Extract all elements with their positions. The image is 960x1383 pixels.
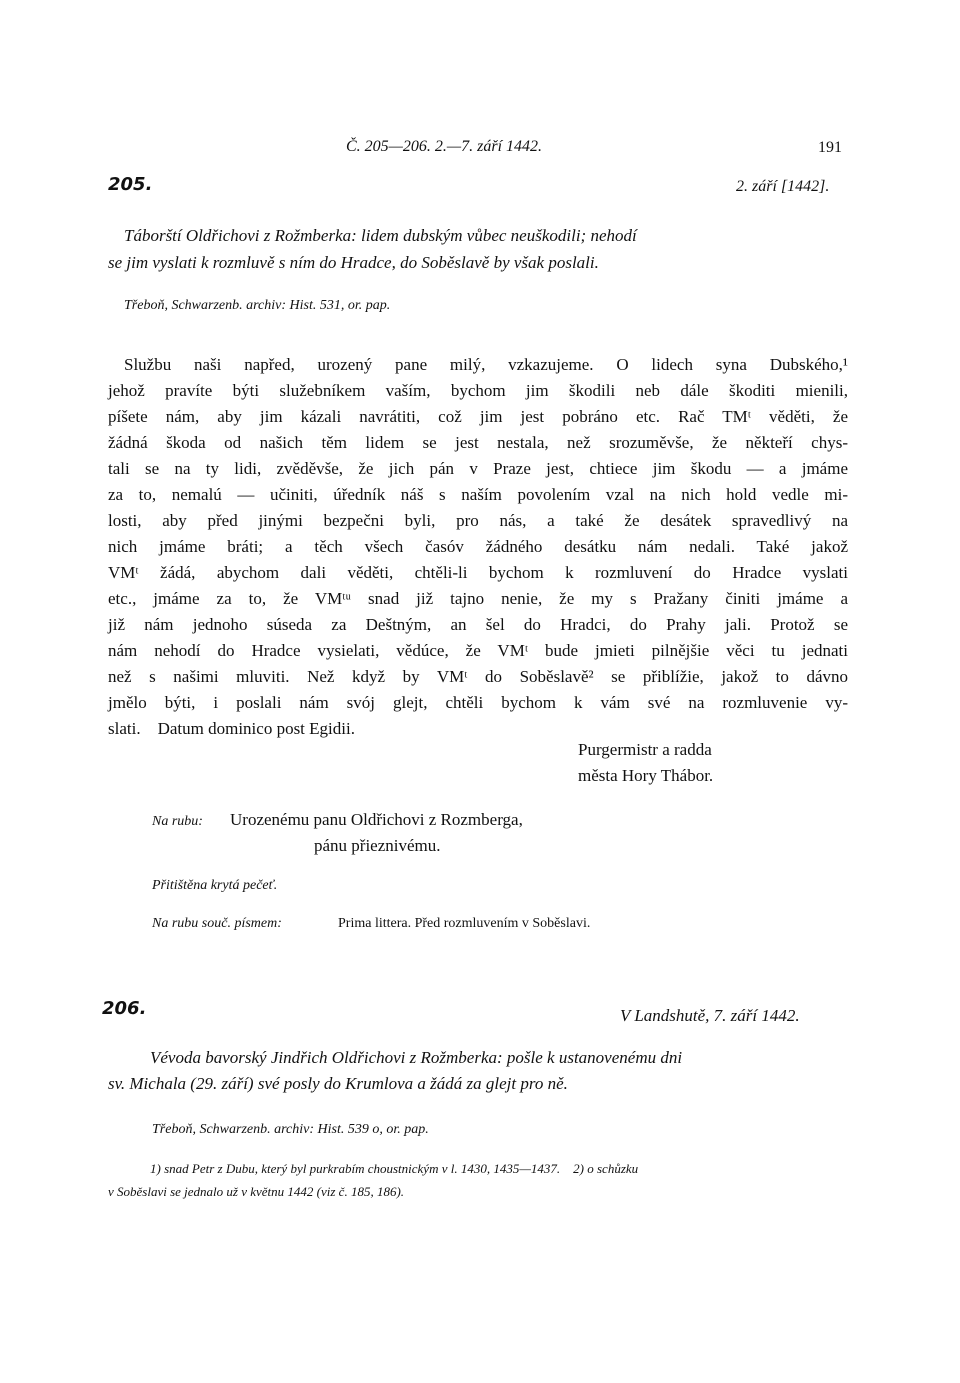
address-label: Na rubu: xyxy=(152,814,203,829)
body-line: jmělo býti, i poslali nám svój glejt, chtěli bychom k vám své na rozmluvenie vy- xyxy=(108,693,848,712)
body-line: slati. Datum dominico post Egidii. xyxy=(108,719,355,738)
address-line: pánu přieznivému. xyxy=(314,836,441,855)
document-date-205: 2. září [1442]. xyxy=(736,178,830,195)
signature-line: města Hory Thábor. xyxy=(578,766,714,785)
body-line: žádná škoda od našich těm lidem se jest nestala, než srozuměvše, že někteří chys- xyxy=(108,433,848,452)
summary-line: sv. Michala (29. září) své posly do Krumlova a žádá za glejt pro ně. xyxy=(108,1074,568,1093)
archival-source: Třeboň, Schwarzenb. archiv: Hist. 539 o, or. pap. xyxy=(152,1122,429,1137)
footnote-line: 1) snad Petr z Dubu, který byl purkrabím choustnickým v l. 1430, 1435—1437. 2) o schůzku xyxy=(150,1161,639,1176)
body-line: Službu naši napřed, urozený pane milý, vzkazujeme. O lidech syna Dubského,¹ xyxy=(124,355,848,374)
reverse-note-text: Prima littera. Před rozmluvením v Soběslavi. xyxy=(338,916,591,931)
document-date-206: V Landshutě, 7. září 1442. xyxy=(620,1006,800,1025)
body-line: než s našimi mluviti. Než když by VMᵗ do Soběslavě² se přiblížie, jakož to dávno xyxy=(108,667,848,686)
page-number: 191 xyxy=(818,139,842,156)
body-line: nám nehodí do Hradce vysielati, vědúce, že VMᵗ bude jmieti pilnějšie věci tu jednati xyxy=(108,641,848,660)
body-line: etc., jmáme za to, že VMᵗᵘ snad již tajno nenie, že my s Pražany činiti jmáme a xyxy=(108,589,848,608)
body-line: píšete nám, aby jim kázali navrátiti, což jim jest pobráno etc. Rač TMᵗ věděti, že xyxy=(108,407,848,426)
document-number-206: 206. xyxy=(102,998,147,1019)
summary-line: se jim vyslati k rozmluvě s ním do Hradce, do Soběslavě by však poslali. xyxy=(108,253,599,272)
body-line: za to, nemalú — učiniti, úředník náš s naším povolením vzal na nich hold vedle mi- xyxy=(108,485,848,504)
body-line: jehož pravíte býti služebníkem vaším, bychom jim škodili neb dále škoditi mienili, xyxy=(108,381,848,400)
summary-line: Vévoda bavorský Jindřich Oldřichovi z Rožmberka: pošle k ustanovenému dni xyxy=(150,1048,683,1067)
body-line: VMᵗ žádá, abychom dali věděti, chtěli-li bychom k rozmluvení do Hradce vyslati xyxy=(108,563,848,582)
running-header: Č. 205—206. 2.—7. září 1442. xyxy=(346,138,543,155)
document-number-205: 205. xyxy=(108,174,153,195)
body-line: tali se na ty lidi, zvěděvše, že jich pán v Praze jest, chtiece jim škodu — a jmáme xyxy=(108,459,848,478)
summary-line: Táborští Oldřichovi z Rožmberka: lidem dubským vůbec neuškodili; nehodí xyxy=(124,226,637,245)
signature-line: Purgermistr a radda xyxy=(578,740,712,759)
body-line: nich jmáme bráti; a těch všech časóv žádného desátku nám nedali. Také jakož xyxy=(108,537,848,556)
seal-note: Přitištěna krytá pečeť. xyxy=(152,878,278,893)
address-line: Urozenému panu Oldřichovi z Rozmberga, xyxy=(230,810,523,829)
reverse-note-label: Na rubu souč. písmem: xyxy=(152,916,282,931)
archival-source: Třeboň, Schwarzenb. archiv: Hist. 531, or. pap. xyxy=(124,298,391,313)
footnote-line: v Soběslavi se jednalo už v květnu 1442 (viz č. 185, 186). xyxy=(108,1184,405,1199)
body-line: již nám jednoho súseda za Deštným, an šel do Hradci, do Prahy jali. Protož se xyxy=(108,615,848,634)
body-line: losti, aby před jinými bezpečni byli, pro nás, a také že desátek spravedlivý na xyxy=(108,511,848,530)
